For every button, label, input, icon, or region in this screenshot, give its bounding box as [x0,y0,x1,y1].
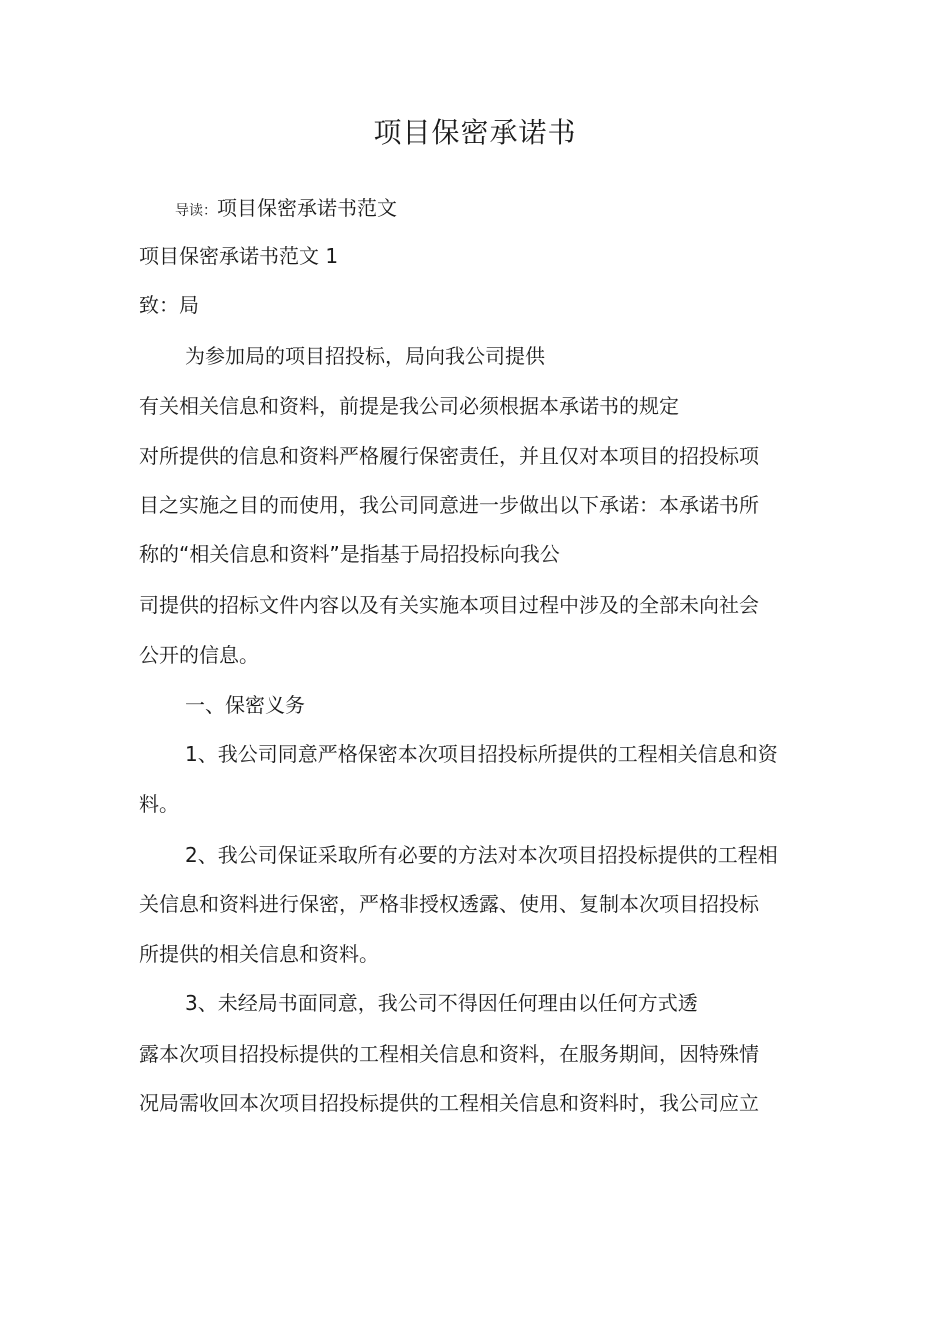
paragraph-line: 露本次项目招投标提供的工程相关信息和资料，在服务期间，因特殊情 [139,1042,759,1066]
subsection-heading: 一、保密义务 [185,693,305,717]
paragraph-line: 关信息和资料进行保密，严格非授权透露、使用、复制本次项目招投标 [139,892,759,916]
paragraph-line: 料。 [139,792,179,816]
paragraph-line: 1、我公司同意严格保密本次项目招投标所提供的工程相关信息和资 [185,742,778,766]
paragraph-line: 3、未经局书面同意，我公司不得因任何理由以任何方式透 [185,991,698,1015]
paragraph-line: 公开的信息。 [139,643,259,667]
paragraph-line: 有关相关信息和资料，前提是我公司必须根据本承诺书的规定 [139,394,679,418]
guide-line [175,193,397,226]
paragraph-line: 所提供的相关信息和资料。 [139,942,379,966]
paragraph-line: 2、我公司保证采取所有必要的方法对本次项目招投标提供的工程相 [185,843,778,867]
paragraph-line: 为参加局的项目招投标，局向我公司提供 [185,344,545,368]
addressee-line: 致：局 [139,293,199,317]
guide-label: 导读： [175,203,217,219]
guide-text: 项目保密承诺书范文 [217,196,397,220]
document-title: 项目保密承诺书 [373,116,577,149]
paragraph-line: 对所提供的信息和资料严格履行保密责任，并且仅对本项目的招投标项 [139,444,759,468]
paragraph-line: 况局需收回本次项目招投标提供的工程相关信息和资料时，我公司应立 [139,1091,759,1115]
paragraph-line: 称的“相关信息和资料”是指基于局招投标向我公 [139,542,560,566]
paragraph-line: 司提供的招标文件内容以及有关实施本项目过程中涉及的全部未向社会 [139,593,759,617]
paragraph-line: 目之实施之目的而使用，我公司同意进一步做出以下承诺：本承诺书所 [139,493,759,517]
section-heading: 项目保密承诺书范文 1 [139,244,339,268]
